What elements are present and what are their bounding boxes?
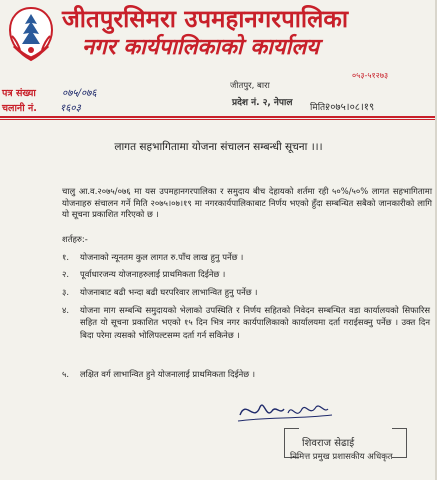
condition-text: लक्षित वर्ग लाभान्वित हुने योजनालाई प्राथमिकता दिईनेछ । (80, 369, 256, 379)
condition-number: ४. (62, 305, 70, 315)
notice-paragraph: चालु आ.व.२०७५/०७६ मा यस उपमहानगरपालिका र समुदाय बीच देहायको शर्तमा रही ५०%/५०% लागत सहभागितामा योजनाहरु संचालन गर्ने मिति २०७५।०७।१९ मा नगरकार्यपालिकाबाट निर्णय भएको हुँदा सम्बन्धित सबैको जानकारीको लागि यो सूचना प्रकाशित गरिएको छ । (62, 186, 432, 219)
office-title-line1: जीतपुरसिमरा उपमहानगरपालिका (62, 5, 349, 33)
condition-text: योजना माग सम्बन्धि समुदायको भेलाको उपस्थिति र निर्णय सहितको निवेदन सम्बन्धित वडा कार्यालयको सिफारिस सहित यो सूचना प्रकाशित भएको १५ दिन भित्र नगर कार्यपालिकाको कार्यालयमा दर्ता गराईसक्नु पर्नेछ । उक्त दिन बिदा परेमा त्यसको भोलिपल्टसम्म दर्ता गर्न सकिनेछ । (80, 305, 430, 340)
patra-sankhya-label: पत्र संख्या (2, 88, 36, 99)
condition-number: ५. (62, 369, 70, 379)
signatory-title: निमित्त प्रमुख प्रशासकीय अधिकृत (290, 452, 393, 462)
condition-number: ३. (62, 287, 70, 297)
patra-sankhya-value: ०७५/०७६ (62, 88, 97, 99)
date-value: २०७५।०८।१९ (325, 102, 375, 113)
chalani-value: १६०३ (60, 103, 81, 114)
office-address: जीतपुर, बारा (230, 81, 270, 91)
condition-number: २. (62, 269, 70, 279)
date-label: मिति: (310, 103, 329, 113)
handwritten-signature (236, 393, 356, 429)
municipality-emblem-icon (6, 6, 56, 62)
notice-subject: लागत सहभागितामा योजना संचालन सम्बन्धी सूचना ।।। (114, 141, 323, 153)
header-divider-thin (0, 119, 437, 120)
phone-number: ०५३-५१२७३ (352, 71, 389, 80)
condition-text: पूर्वाधारजन्य योजनाहरुलाई प्राथमिकता दिईनेछ । (80, 269, 226, 279)
office-title-line2: नगर कार्यपालिकाको कार्यालय (82, 35, 319, 60)
condition-number: १. (62, 252, 70, 262)
signature-bracket-right (392, 428, 407, 458)
header-divider (0, 116, 437, 118)
province-label: प्रदेश नं. २, नेपाल (232, 98, 293, 108)
conditions-label: शर्तहरु:- (62, 234, 88, 244)
signatory-name: शिवराज सेढाई (302, 438, 355, 449)
condition-text: योजनाबाट बढी भन्दा बढी घरपरिवार लाभान्वित हुनु पर्नेछ । (80, 287, 258, 297)
condition-text: योजनाको न्यूनतम कुल लागत रु.पाँच लाख हुनु पर्नेछ । (80, 252, 244, 262)
chalani-label: चलानी नं. (2, 103, 37, 114)
